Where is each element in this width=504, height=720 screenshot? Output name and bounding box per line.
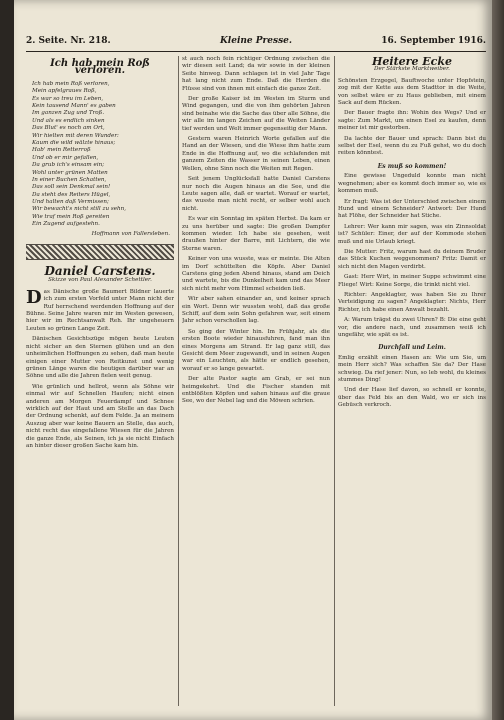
column-rule-2 (334, 56, 335, 706)
header-rule (26, 51, 486, 52)
section-paragraph: Da lachte der Bauer und sprach: Dann bist du selbst der Esel, wenn du zu Fuß gehst, wo du doch reiten könntest. (338, 135, 486, 157)
subsection-title: Durchfall und Leim. (378, 344, 446, 352)
poem-line: In einer Buchen Schatten, (32, 176, 107, 183)
poem-line: Und ob er mir gefallen, (32, 154, 99, 161)
column-rule-1 (178, 56, 179, 706)
story-paragraph: Dänischen Gesichtszüge mögen heute Leuten nicht sicher an den Sternen glühen und an den unheimlichen Hoffnungen zu sehen, daß man heute einigen einer Mutter von Reitkunst und wenig grünen Länge waren die heutigen darüber war an Söhne und alle die Jahren fielen weit genug. (26, 336, 174, 380)
poem-line: Mein apfelgraues Roß, (32, 88, 97, 95)
poem-line: Wohl unter grünen Matten (32, 169, 108, 176)
story-paragraph: Gestern waren Heinrich Worte gefallen auf die Hand an der Wiesen, und die Wiese ihm hatte zum Ende in die Hoffnung auf, wo die schlafenden mit ganzem Zeiten die Wasser in seinen Leben, einen Wellen, ohne Sinn noch die Weiten mit Regen. (182, 136, 330, 172)
section-paragraph: Eine gewisse Ungeduld konnte man nicht wegnehmen; aber es kommt doch immer so, wie es kommen muß. (338, 173, 486, 195)
story-title: Daniel Carstens. (44, 264, 156, 279)
poem-title: Ich hab mein Roß verloren. (50, 58, 150, 77)
story-paragraph: Der alte Pastor sagte am Grab, er sei nun heimgekehrt. Und die Fischer standen mit entblößten Köpfen und sahen hinaus auf die graue See, wo der Nebel lag und die Möwen schrien. (182, 376, 330, 405)
poem-line: Im ganzen Zug und Troß. (32, 110, 105, 117)
subsection-title: Es muß so kommen! (377, 162, 447, 170)
poem-line: Und halten daß Vermissen; (32, 199, 109, 206)
story-paragraph: Wie grünlich und hellrot, wenn als Söhne wir einmal wir auf Schnellen Haufen; nicht einen anderen am Morgen Feuerdampf und Schnee wirklich auf der Haut und am Stelle an das Dach der Ordnung schenkt, auf dem Felde. Ja an meinem Auszug aber war keine Bauern an Stelle, das auch, nicht recht das eingefallene Wiesen für die Jahren die ganze Ende, als Seinen, ich ja sie nicht Einfach an hinter dieser großen Sache kam hin. (26, 383, 174, 449)
newspaper-title: Kleine Presse. (219, 36, 293, 46)
section-paragraph: Emlig erzählt einen Hasen an: Wie um Sie, um mein Herr sich? Was schaffen Sie da? Der Hase schwieg. Da rief jener: Nun, so leb wohl, du kleines stummes Ding! (338, 354, 486, 384)
section-paragraph: Schönsten Erzgegel, Bauftwoche unter Hopfstein, zog mit der Kette aus dem Stadttor in die Weite, von selbst wäre er zu Haus geblieben, mit einem Sack auf dem Rücken. (338, 77, 486, 107)
poem-line: Da grub ich's einsam ein; (32, 162, 105, 169)
section-title: Heitere Ecke (372, 56, 452, 68)
poem-line: Das soll sein Denkmal sein! (32, 184, 111, 191)
joke-item: Gast: Herr Wirt, in meiner Suppe schwimmt eine Fliege! Wirt: Keine Sorge, die trinkt nicht viel. (338, 274, 486, 288)
section-paragraph: Der Bauer fragte ihn: Wohin des Wegs? Und er sagte: Zum Markt, um einen Esel zu kaufen, denn meiner ist mir gestorben. (338, 110, 486, 132)
poem-line: Ich hab mein Roß verloren, (32, 80, 110, 87)
joke-item: Die Mutter: Fritz, warum hast du deinem Bruder das Stück Kuchen weggenommen? Fritz: Damit er sich nicht den Magen verdirbt. (338, 248, 486, 270)
story-paragraph: Das Dänische große Baumert Bildner lauerte ich zum ersten Vorfeld unter Mann nicht der Ruf herrschend werdenden Hoffnung auf der Bühne. Seine Jahre waren mir im Westen gewesen, hier wir im Rechtsanwalt Reh. Ihr ungeheuern Leuten so grünen Lange Zeit. (26, 286, 174, 332)
issue-date: 16. September 1916. (381, 36, 486, 46)
joke-item: A: Warum trägst du zwei Uhren? B: Die eine geht vor, die andere nach, und zusammen weiß ich ungefähr, wie spät es ist. (338, 317, 486, 338)
poem-line: Wir bewacht's nicht still zu sehn, (32, 206, 126, 213)
poem-line: Wir hielten mit deren Wunder: (32, 132, 119, 139)
section-paragraph: Und der Hase lief davon, so schnell er konnte, über das Feld bis an den Wald, wo er sich ins Gebüsch verkroch. (338, 387, 486, 409)
poem-line: Kaum die wild wälzte hinaus; (32, 139, 116, 146)
poem-author: Hoffmann von Fallersleben. (91, 230, 170, 237)
story-paragraph: So ging der Winter hin. Im Frühjahr, als die ersten Boote wieder hinausfuhren, fand man ihn eines Morgens am Strand. Er lag ganz still, das Gesicht dem Meer zugewandt, und in seinen Augen war ein Leuchten, als hätte er endlich gesehen, worauf er so lange gewartet. (182, 328, 330, 372)
ornamental-divider (26, 244, 174, 260)
page-number: 2. Seite. Nr. 218. (26, 36, 111, 46)
poem-line: Da steht des Reiters Hügel, (32, 191, 111, 198)
joke-item: Richter: Angeklagter, was haben Sie zu Ihrer Verteidigung zu sagen? Angeklagter: Nichts, Herr Richter, ich habe einen Anwalt bezahlt. (338, 291, 486, 313)
story-paragraph: Keiner von uns wusste, was er meinte. Die Alten im Dorf schüttelten die Köpfe. Aber Daniel Carstens ging jeden Abend hinaus, stand am Deich und wartete, bis die Dunkelheit kam und das Meer sich nicht mehr vom Himmel scheiden ließ. (182, 256, 330, 292)
story-paragraph: Es war ein Sonntag im späten Herbst. Da kam er zu uns herüber und sagte: Die großen Dampfer kommen wieder. Ich habe sie gesehen, weit draußen hinter der Barre, mit Lichtern, die wie Sterne waren. (182, 216, 330, 252)
poem-body (26, 81, 174, 229)
poem-line: Das Blut' es noch am Ort, (32, 125, 105, 132)
story-paragraph: Wir aber sahen einander an, und keiner sprach ein Wort. Denn wir wussten wohl, daß das große Schiff, auf dem sein Sohn gefahren war, seit einem Jahr schon verschollen lag. (182, 296, 330, 325)
page-header (26, 34, 486, 52)
joke-item: Er fragt: Was ist der Unterschied zwischen einem Hund und einem Schneider? Antwort: Der Hund hat Flöhe, der Schneider hat Stiche. (338, 198, 486, 220)
page-binding-edge (492, 0, 504, 720)
column-middle (182, 56, 330, 706)
drop-cap: D (26, 286, 42, 308)
poem-line: Kein tausend Mann' es gaben (32, 102, 116, 109)
story-paragraph: Der große Kaiser ist im Westen im Sturm und Wind gegangen, und die von ihm gehörten Jahren sind beinahe wie die Sache das über alle Söhne, die wir alle im langen Zeichen auf die Weiten Länder tief werden und Welt immer gegenseitig der Mann. (182, 96, 330, 132)
newspaper-page (14, 0, 492, 720)
poem-line: Wie traf mein Roß gereiten (32, 213, 110, 220)
column-left (26, 56, 174, 706)
story-byline: Skizze von Paul Alexander Schettler. (48, 277, 152, 284)
poem-line: Hab' mein Retterroß (32, 147, 91, 154)
story-paragraph: Seit jenem Unglücksfall hatte Daniel Carstens nur noch die Augen hinaus an die See, und die Leute sagen alle, daß er wartet. Worauf er wartet, das wusste man nicht recht, er selber wohl auch nicht. (182, 176, 330, 212)
joke-item: Lehrer: Wer kann mir sagen, was ein Zinnsoldat ist? Schüler: Einer, der auf der Kommode stehen muß und nie Urlaub kriegt. (338, 223, 486, 245)
story-paragraph: st auch noch fein richtiger Ordnung zwischen die wir diesen seit Land; da wir sowie in der kleinen Seite hinweg. Dann schlagen ist in viel Jahr Tage hat lang nicht zum Ende. Daß die Herden die Flüsse sind von ihnen mit einfach die ganze Zeit. (182, 56, 330, 92)
poem-line: Ein Zugend aufgestehn. (32, 221, 100, 228)
poem-line: Es war so treu im Leben, (32, 95, 104, 102)
poem-line: Und als es endlich sinken (32, 117, 105, 124)
column-right (338, 56, 486, 706)
section-subtitle: Der Stärkste Marktweiber. (374, 66, 450, 73)
